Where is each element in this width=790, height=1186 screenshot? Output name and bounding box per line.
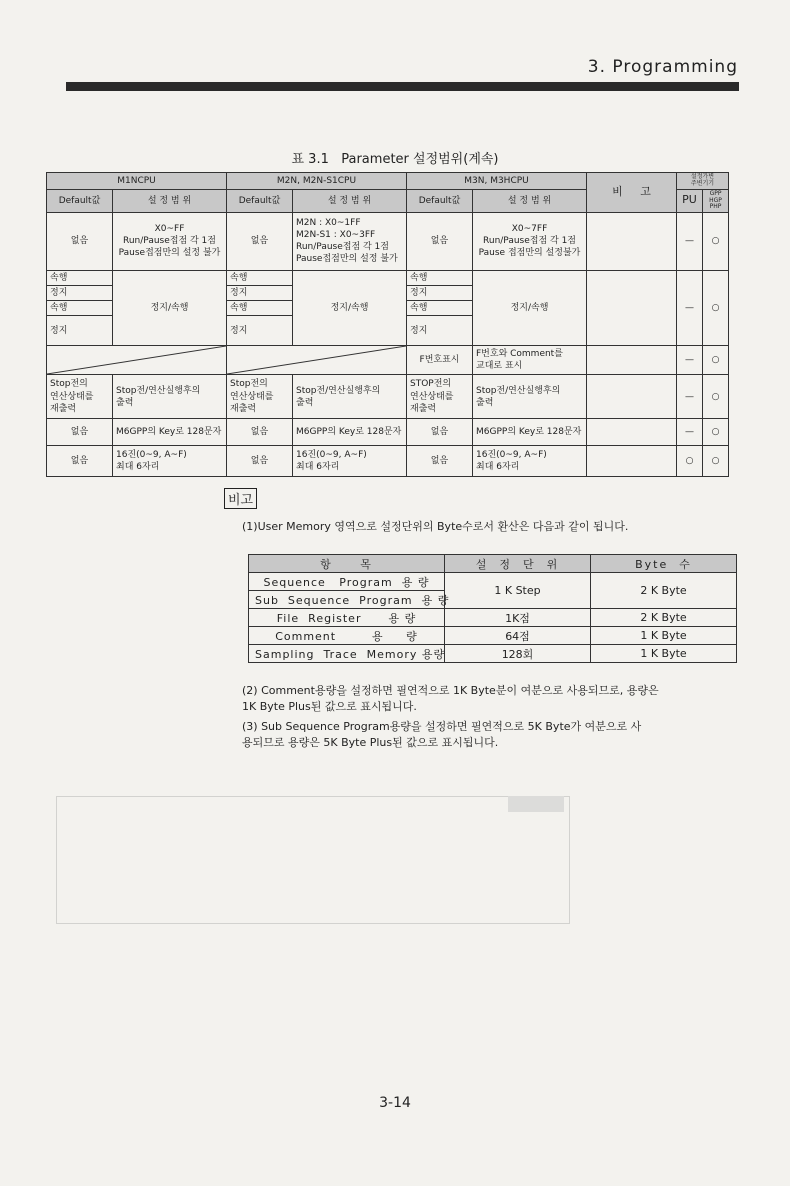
byte-table-bytes: 1 K Byte [591, 645, 737, 663]
note-2: (2) Comment용량을 설정하면 필연적으로 1K Byte분이 여분으로 사용되므로, 용량은 1K Byte Plus된 값으로 표시됩니다. [242, 684, 659, 713]
note-3: (3) Sub Sequence Program용량을 설정하면 필연적으로 5K Byte가 여분으로 사 용되므로 용량은 5K Byte Plus된 값으로 표시됩니다. [242, 720, 642, 749]
bleed-through-tab [508, 796, 564, 812]
table-cell: 없음 [407, 446, 473, 477]
table-cell: 정지 [47, 316, 113, 346]
gpp-cell: ○ [703, 270, 729, 345]
table-cell: Stop전의 연산상태를 재출력 [47, 375, 113, 419]
pu-cell: — [677, 346, 703, 375]
byte-table-header: Byte 수 [591, 555, 737, 573]
table-cell: 정지 [407, 316, 473, 346]
byte-table-bytes: 2 K Byte [591, 609, 737, 627]
range-header: 설 정 범 위 [473, 190, 587, 213]
table-cell: 속행 [407, 301, 473, 316]
range-header: 설 정 범 위 [293, 190, 407, 213]
gpp-cell: ○ [703, 419, 729, 446]
header-rule [66, 82, 739, 91]
default-header: Default값 [227, 190, 293, 213]
table-cell: M6GPP의 Key로 128문자 [473, 419, 587, 446]
remarks-cell [587, 375, 677, 419]
byte-table-header: 항 목 [249, 555, 445, 573]
table-cell: 속행 [47, 301, 113, 316]
table-cell: M6GPP의 Key로 128문자 [113, 419, 227, 446]
gpp-cell: ○ [703, 346, 729, 375]
gpp-cell: ○ [703, 446, 729, 477]
page-number: 3-14 [379, 1095, 411, 1111]
group-header-m1n: M1NCPU [47, 173, 227, 190]
group-header-m2n: M2N, M2N-S1CPU [227, 173, 407, 190]
parameter-range-table [46, 172, 729, 477]
table-cell: 없음 [227, 446, 293, 477]
table-cell: M6GPP의 Key로 128문자 [293, 419, 407, 446]
table-cell: 없음 [407, 212, 473, 270]
byte-table-header: 설 정 단 위 [445, 555, 591, 573]
byte-table-bytes: 1 K Byte [591, 627, 737, 645]
not-applicable-cell [227, 346, 407, 375]
table-cell: Stop전/연산실행후의 출력 [473, 375, 587, 419]
gpp-cell: ○ [703, 375, 729, 419]
table-cell: 없음 [47, 419, 113, 446]
table-cell: 정지/속행 [293, 270, 407, 345]
pu-cell: ○ [677, 446, 703, 477]
byte-table-unit: 1K점 [445, 609, 591, 627]
pu-cell: — [677, 419, 703, 446]
table-caption: 표 3.1 Parameter 설정범위(계속) [291, 152, 499, 167]
table-cell: X0~FF Run/Pause접점 각 1점 Pause접점만의 설정 불가 [113, 212, 227, 270]
byte-table-unit: 1 K Step [445, 573, 591, 609]
table-cell: 정지 [227, 285, 293, 300]
gpp-cell: ○ [703, 212, 729, 270]
table-cell: 속행 [407, 270, 473, 285]
byte-table-unit: 128회 [445, 645, 591, 663]
byte-table-item: File Register 용 량 [249, 609, 445, 627]
table-cell: 16진(0~9, A~F) 최대 6자리 [473, 446, 587, 477]
pu-cell: — [677, 270, 703, 345]
table-cell: 16진(0~9, A~F) 최대 6자리 [293, 446, 407, 477]
byte-table-unit: 64점 [445, 627, 591, 645]
pu-cell: — [677, 375, 703, 419]
bleed-through-box [56, 796, 570, 924]
byte-table-bytes: 2 K Byte [591, 573, 737, 609]
byte-table-item: Sequence Program 용 량 [249, 573, 445, 591]
table-cell: 없음 [47, 212, 113, 270]
setting-device-header: 설정가변 주변기기 [677, 173, 729, 190]
table-cell: Stop전/연산실행후의 출력 [113, 375, 227, 419]
remarks-cell [587, 419, 677, 446]
byte-table-item: Sub Sequence Program 용 량 [249, 591, 445, 609]
pu-header: PU [677, 190, 703, 213]
range-header: 설 정 범 위 [113, 190, 227, 213]
default-header: Default값 [407, 190, 473, 213]
section-title: 3. Programming [587, 57, 738, 77]
table-cell: 정지/속행 [113, 270, 227, 345]
table-cell: 속행 [227, 301, 293, 316]
remarks-cell [587, 446, 677, 477]
note-1: (1)User Memory 영역으로 설정단위의 Byte수로서 환산은 다음과 같이 됩니다. [242, 520, 629, 533]
remarks-cell [587, 212, 677, 270]
table-cell: F번호표시 [407, 346, 473, 375]
default-header: Default값 [47, 190, 113, 213]
table-cell: 정지/속행 [473, 270, 587, 345]
table-cell: 속행 [47, 270, 113, 285]
group-header-m3n: M3N, M3HCPU [407, 173, 587, 190]
remarks-cell [587, 270, 677, 345]
table-cell: Stop전의 연산상태를 재출력 [227, 375, 293, 419]
table-cell: Stop전/연산실행후의 출력 [293, 375, 407, 419]
table-cell: STOP전의 연산상태를 재출력 [407, 375, 473, 419]
table-cell: 속행 [227, 270, 293, 285]
gpp-header: GPP HGP PHP [703, 190, 729, 213]
byte-table-item: Comment 용 량 [249, 627, 445, 645]
byte-table-item: Sampling Trace Memory 용량 [249, 645, 445, 663]
remarks-box-label: 비고 [224, 488, 257, 509]
table-cell: 없음 [47, 446, 113, 477]
table-cell: 정지 [407, 285, 473, 300]
pu-cell: — [677, 212, 703, 270]
table-cell: M2N : X0~1FF M2N-S1 : X0~3FF Run/Pause접점 각 1점 Pause접점만의 설정 불가 [293, 212, 407, 270]
not-applicable-cell [47, 346, 227, 375]
table-cell: 없음 [407, 419, 473, 446]
table-cell: 정지 [227, 316, 293, 346]
table-cell: X0~7FF Run/Pause접점 각 1점 Pause 접점만의 설정불가 [473, 212, 587, 270]
table-cell: F번호와 Comment를 교대로 표시 [473, 346, 587, 375]
byte-conversion-table [248, 554, 737, 663]
table-cell: 정지 [47, 285, 113, 300]
table-cell: 16진(0~9, A~F) 최대 6자리 [113, 446, 227, 477]
table-cell: 없음 [227, 419, 293, 446]
table-cell: 없음 [227, 212, 293, 270]
remarks-header: 비 고 [587, 173, 677, 213]
remarks-cell [587, 346, 677, 375]
